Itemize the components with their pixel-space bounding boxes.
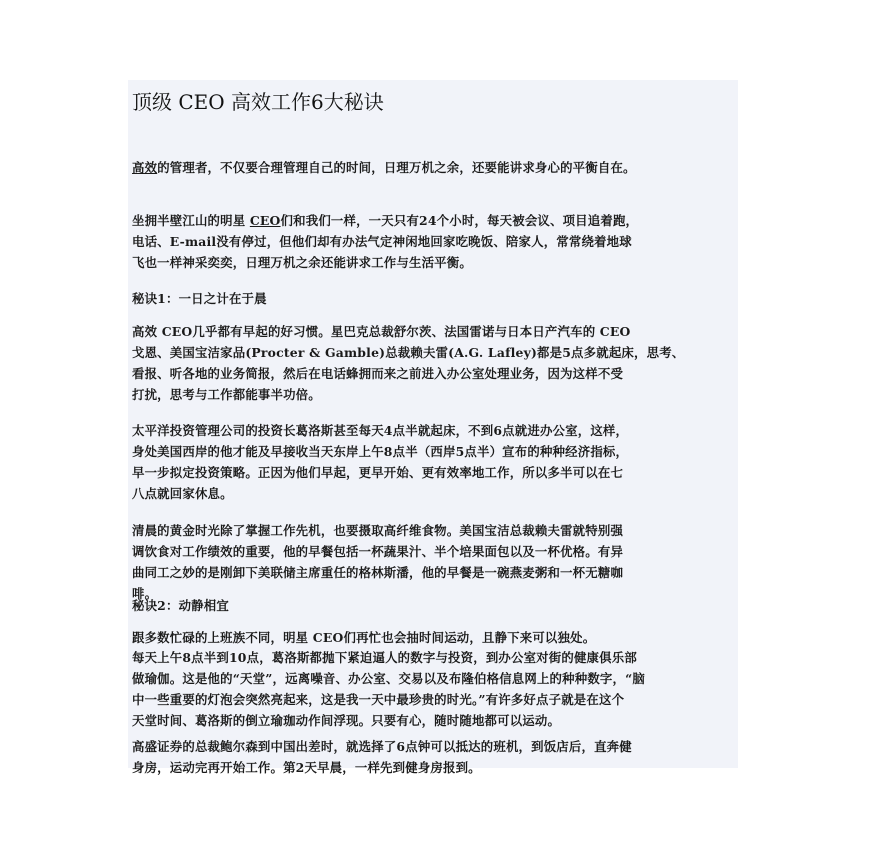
paragraph-line: 高效 CEO几乎都有早起的好习惯。星巴克总裁舒尔茨、法国雷诺与日本日产汽车的 CEO [132,324,631,339]
paragraph-line: 看报、听各地的业务简报，然后在电话蜂拥而来之前进入办公室处理业务，因为这样不受 [132,366,624,381]
paragraph-line: 啡。 [132,586,158,601]
document-page [128,80,738,775]
paragraph-line: 戈恩、美国宝洁家品(Procter & Gamble)总裁赖夫雷(A.G. Lafley)都是5点多就起床，思考、 [132,345,685,360]
paragraph-line: 电话、E-mail没有停过，但他们却有办法气定神闲地回家吃晚饭、陪家人，常常绕着地球 [132,234,632,249]
paragraph-line: 曲同工之妙的是刚卸下美联储主席重任的格林斯潘，他的早餐是一碗燕麦粥和一杯无糖咖 [132,565,624,580]
paragraph-line: 打扰，思考与工作都能事半功倍。 [132,387,321,402]
paragraph-line: 高盛证券的总裁鲍尔森到中国出差时，就选择了6点钟可以抵达的班机，到饭店后，直奔健 [132,739,632,754]
paragraph-line [132,211,638,229]
paragraph-line: 每天上午8点半到10点，葛洛斯都抛下紧迫逼人的数字与投资，到办公室对街的健康俱乐部 [132,650,637,665]
section-heading: 秘诀1：一日之计在于晨 [132,291,267,306]
paragraph-line: 八点就回家休息。 [132,486,233,501]
intro-text: 的管理者，不仅要合理管理自己的时间，日理万机之余，还要能讲求身心的平衡自在。 [157,160,636,175]
page-title: 顶级 CEO 高效工作6大秘诀 [132,90,384,114]
paragraph-line: 早一步拟定投资策略。正因为他们早起，更早开始、更有效率地工作，所以多半可以在七 [132,465,624,480]
text: 们和我们一样，一天只有24个小时，每天被会议、项目追着跑， [280,213,639,228]
paragraph-line: 调饮食对工作绩效的重要，他的早餐包括一杯蔬果汁、半个培果面包以及一杯优格。有异 [132,544,624,559]
text: 坐拥半壁江山的明星 [132,213,250,228]
paragraph-line: 天堂时间、葛洛斯的倒立瑜珈动作间浮现。只要有心，随时随地都可以运动。 [132,713,561,728]
paragraph-line: 飞也一样神采奕奕，日理万机之余还能讲求工作与生活平衡。 [132,255,472,270]
paragraph-line: 太平洋投资管理公司的投资长葛洛斯甚至每天4点半就起床，不到6点就进办公室，这样， [132,423,629,438]
paragraph-line: 清晨的黄金时光除了掌握工作先机，也要摄取高纤维食物。美国宝洁总裁赖夫雷就特别强 [132,523,624,538]
paragraph-line: 中一些重要的灯泡会突然亮起来，这是我一天中最珍贵的时光。”有许多好点子就是在这个 [132,692,625,707]
ceo-link[interactable]: CEO [249,213,281,228]
section-heading: 秘诀2：动静相宜 [132,598,229,613]
paragraph-line: 身处美国西岸的他才能及早接收当天东岸上午8点半（西岸5点半）宣布的种种经济指标， [132,444,629,459]
paragraph-line: 跟多数忙碌的上班族不同，明星 CEO们再忙也会抽时间运动，且静下来可以独处。 [132,630,596,645]
intro-paragraph [132,158,636,176]
intro-link[interactable]: 高效 [132,160,158,175]
paragraph-line: 身房，运动完再开始工作。第2天早晨，一样先到健身房报到。 [132,760,481,775]
paragraph-line: 做瑜伽。这是他的“天堂”，远离噪音、办公室、交易以及布隆伯格信息网上的种种数字，“脑 [132,671,646,686]
